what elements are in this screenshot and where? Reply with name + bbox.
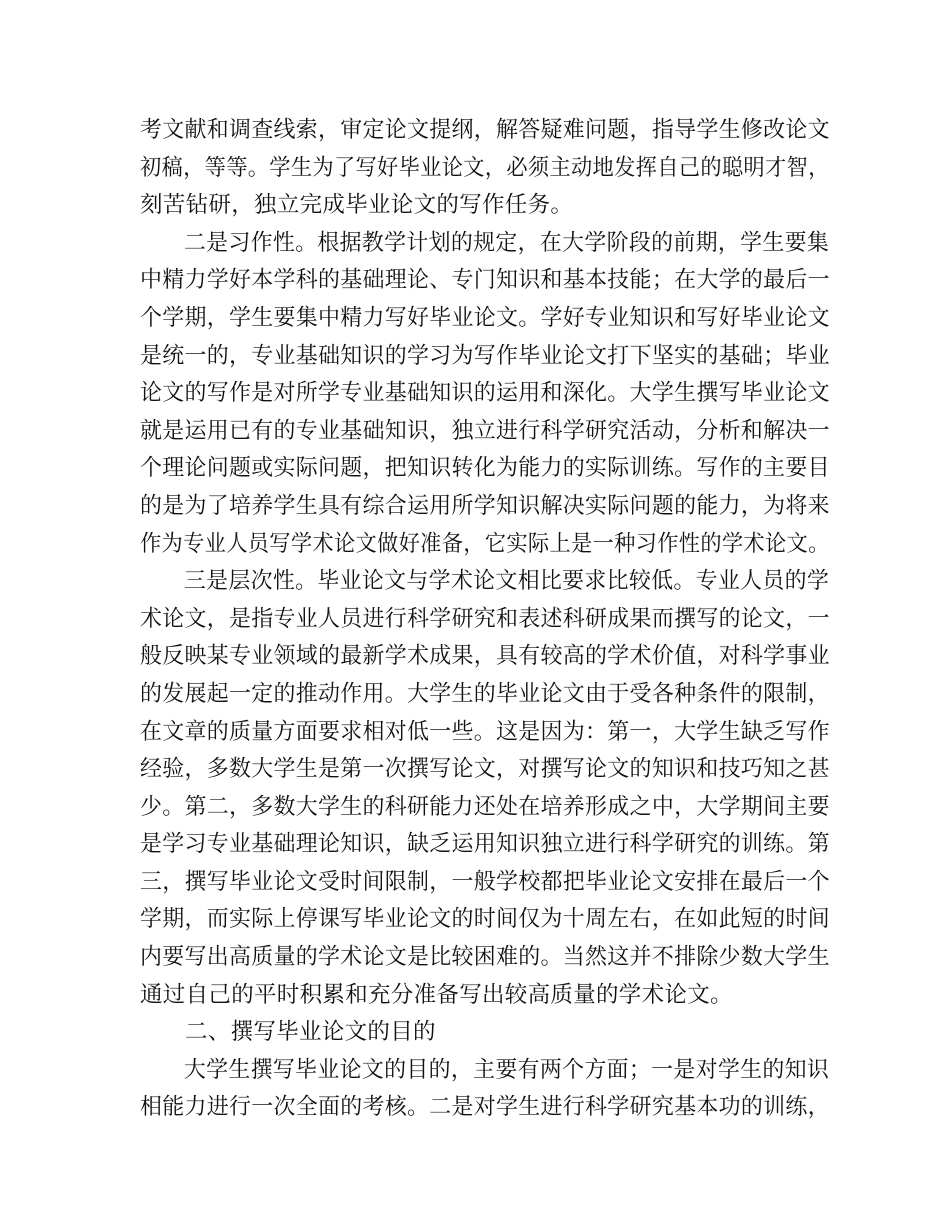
text-line: 少。第二，多数大学生的科研能力还处在培养形成之中，大学期间主要 [140,793,830,820]
text-line: 刻苦钻研，独立完成毕业论文的写作任务。 [140,192,574,219]
text-line: 个学期，学生要集中精力写好毕业论文。学好专业知识和写好毕业论文 [140,304,830,331]
text-line: 的是为了培养学生具有综合运用所学知识解决实际问题的能力，为将来 [140,492,830,519]
text-line: 个理论问题或实际问题，把知识转化为能力的实际训练。写作的主要目 [140,455,830,482]
text-line: 内要写出高质量的学术论文是比较困难的。当然这并不排除少数大学生 [140,944,830,971]
text-line: 是统一的，专业基础知识的学习为写作毕业论文打下坚实的基础；毕业 [140,342,830,369]
text-line: 在文章的质量方面要求相对低一些。这是因为：第一，大学生缺乏写作 [140,718,830,745]
text-line: 是学习专业基础理论知识，缺乏运用知识独立进行科学研究的训练。第 [140,831,830,858]
text-line: 经验，多数大学生是第一次撰写论文，对撰写论文的知识和技巧知之甚 [140,756,830,783]
paragraph-first-line: 三是层次性。毕业论文与学术论文相比要求比较低。专业人员的学 [183,568,830,595]
text-line: 就是运用已有的专业基础知识，独立进行科学研究活动，分析和解决一 [140,417,830,444]
text-line: 三，撰写毕业论文受时间限制，一般学校都把毕业论文安排在最后一个 [140,868,830,895]
text-line: 通过自己的平时积累和充分准备写出较高质量的学术论文。 [140,981,733,1008]
paragraph-first-line: 二、撰写毕业论文的目的 [185,1019,436,1046]
body-text [140,112,830,1127]
text-line: 相能力进行一次全面的考核。二是对学生进行科学研究基本功的训练， [140,1094,830,1121]
text-line: 作为专业人员写学术论文做好准备，它实际上是一种习作性的学术论文。 [140,530,830,557]
text-line: 学期，而实际上停课写毕业论文的时间仅为十周左右，在如此短的时间 [140,906,830,933]
text-line: 般反映某专业领域的最新学术成果，具有较高的学术价值，对科学事业 [140,643,830,670]
paragraph-first-line: 二是习作性。根据教学计划的规定，在大学阶段的前期，学生要集 [183,229,830,256]
text-line: 中精力学好本学科的基础理论、专门知识和基本技能；在大学的最后一 [140,267,830,294]
text-line: 的发展起一定的推动作用。大学生的毕业论文由于受各种条件的限制， [140,680,830,707]
paragraph-first-line: 大学生撰写毕业论文的目的，主要有两个方面；一是对学生的知识 [183,1056,830,1083]
text-line: 论文的写作是对所学专业基础知识的运用和深化。大学生撰写毕业论文 [140,380,830,407]
text-line: 考文献和调查线索，审定论文提纲，解答疑难问题，指导学生修改论文 [140,117,830,143]
text-line: 初稿，等等。学生为了写好毕业论文，必须主动地发挥自己的聪明才智， [140,154,830,181]
text-line: 术论文，是指专业人员进行科学研究和表述科研成果而撰写的论文，一 [140,605,830,632]
